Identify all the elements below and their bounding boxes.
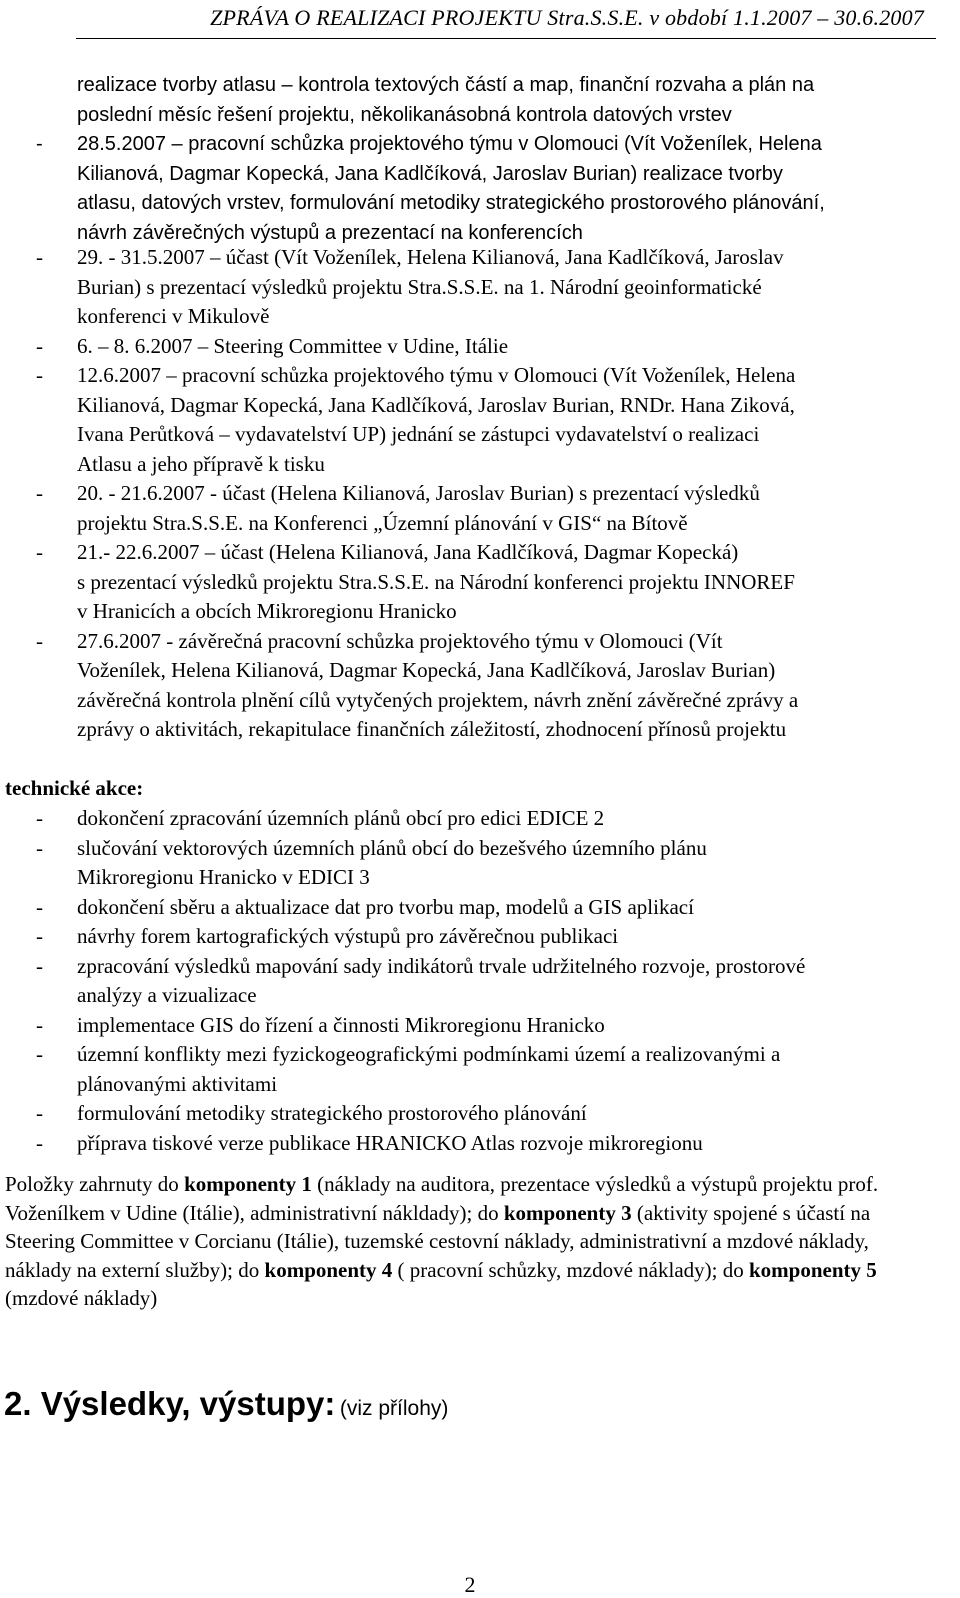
text-line: atlasu, datových vrstev, formulování metodiky strategického prostorového plánování, xyxy=(77,192,825,214)
list-item xyxy=(0,922,960,952)
text-line: slučování vektorových územních plánů obcí do bezešvého územního plánu xyxy=(77,835,707,860)
meetings-list xyxy=(0,71,960,248)
list-item xyxy=(0,130,960,248)
text-line: realizace tvorby atlasu – kontrola textových částí a map, finanční rozvaha a plán na xyxy=(77,74,815,96)
bullet-dash: - xyxy=(36,1042,43,1066)
header-rule xyxy=(76,38,936,39)
list-item-text xyxy=(77,71,932,130)
section-2-title: 2. Výsledky, výstupy: xyxy=(4,1385,336,1422)
list-item-text xyxy=(77,922,932,952)
text-line: 27.6.2007 - závěrečná pracovní schůzka projektového týmu v Olomouci (Vít xyxy=(77,628,723,653)
text-line: 28.5.2007 – pracovní schůzka projektového týmu v Olomouci (Vít Voženílek, Helena xyxy=(77,133,822,155)
text-line: s prezentací výsledků projektu Stra.S.S.E. na Národní konferenci projektu INNOREF xyxy=(77,569,795,594)
list-item xyxy=(0,834,960,893)
text-line: Mikroregionu Hranicko v EDICI 3 xyxy=(77,865,370,889)
events-list xyxy=(0,243,960,745)
bullet-dash: - xyxy=(36,1012,43,1037)
text-line: dokončení zpracování územních plánů obcí pro edici EDICE 2 xyxy=(77,806,605,830)
list-item xyxy=(0,804,960,834)
section-2-heading xyxy=(4,1385,448,1423)
text-line: Burian) s prezentací výsledků projektu Stra.S.S.E. na 1. Národní geoinformatické xyxy=(77,274,762,299)
technical-heading: technické akce: xyxy=(5,776,144,800)
page-header: ZPRÁVA O REALIZACI PROJEKTU Stra.S.S.E. v období 1.1.2007 – 30.6.2007 xyxy=(210,5,924,30)
list-item xyxy=(0,1129,960,1159)
bullet-dash: - xyxy=(36,628,43,653)
text-line: formulování metodiky strategického prostorového plánování xyxy=(77,1101,587,1125)
text-line: Kilianová, Dagmar Kopecká, Jana Kadlčíková, Jaroslav Burian) realizace tvorby xyxy=(77,162,783,185)
bullet-dash: - xyxy=(36,835,43,860)
text-line: poslední měsíc řešení projektu, několikanásobná kontrola datových vrstev xyxy=(77,103,732,126)
text-line: projektu Stra.S.S.E. na Konferenci „Územní plánování v GIS“ na Bítově xyxy=(77,510,688,535)
list-item-text xyxy=(77,1040,932,1099)
bullet-dash: - xyxy=(36,363,43,387)
bullet-dash: - xyxy=(36,1101,43,1125)
list-item-text xyxy=(77,130,932,248)
list-item-text xyxy=(77,479,932,538)
list-item-text xyxy=(77,1129,932,1159)
list-item xyxy=(0,627,960,745)
text-line: Atlasu a jeho přípravě k tisku xyxy=(77,451,325,476)
list-item xyxy=(0,1011,960,1041)
bullet-dash: - xyxy=(36,245,43,269)
component-3: komponenty 3 xyxy=(503,1200,632,1225)
list-item-text xyxy=(77,834,932,893)
bullet-dash: - xyxy=(36,540,43,564)
list-item-text xyxy=(77,893,932,923)
text-line: implementace GIS do řízení a činnosti Mikroregionu Hranicko xyxy=(77,1012,605,1037)
text-line: územní konflikty mezi fyzickogeografickými podmínkami území a realizovanými a xyxy=(77,1042,781,1066)
list-item xyxy=(0,361,960,479)
list-item-text xyxy=(77,243,932,332)
bullet-dash: - xyxy=(36,481,43,505)
text-line: 12.6.2007 – pracovní schůzka projektového týmu v Olomouci (Vít Voženílek, Helena xyxy=(77,363,796,387)
text-line: 20. - 21.6.2007 - účast (Helena Kilianová, Jaroslav Burian) s prezentací výsledků xyxy=(77,481,760,505)
list-item-text xyxy=(77,332,932,362)
list-item-text xyxy=(77,361,932,479)
bullet-dash: - xyxy=(36,133,43,155)
text-line: 6. – 8. 6.2007 – Steering Committee v Udine, Itálie xyxy=(77,333,509,358)
list-item xyxy=(0,243,960,332)
list-item xyxy=(0,71,960,130)
text-line: Ivana Perůtková – vydavatelství UP) jednání se zástupci vydavatelství o realizaci xyxy=(77,422,760,446)
text-line: konferenci v Mikulově xyxy=(77,304,270,328)
list-item xyxy=(0,479,960,538)
page-number: 2 xyxy=(464,1572,476,1597)
bullet-dash: - xyxy=(36,1130,43,1155)
bullet-dash: - xyxy=(36,924,43,948)
text-line: zpracování výsledků mapování sady indikátorů trvale udržitelného rozvoje, prostorové xyxy=(77,953,806,978)
list-item-text xyxy=(77,538,932,627)
bullet-dash: - xyxy=(36,953,43,978)
list-item-text xyxy=(77,1099,932,1129)
list-item xyxy=(0,893,960,923)
list-item-text xyxy=(77,804,932,834)
component-5: komponenty 5 xyxy=(749,1257,877,1282)
text-line: návrhy forem kartografických výstupů pro závěrečnou publikaci xyxy=(77,924,619,948)
list-item xyxy=(0,952,960,1011)
summary-paragraph: Položky zahrnuty do komponenty 1 (náklady na auditora, prezentace výsledků a výstupů projektu prof. Voženílkem v Udine (Itálie), administrativní nákldady); do komponenty 3 (aktivity spojené s účastí na Steering Committee v Corcianu (Itálie), tuzemské cestovní náklady, administrativní a mzdové náklady, náklady na externí služby); do komponenty 4 ( pracovní schůzky, mzdové náklady); do komponenty 5 (mzdové náklady) xyxy=(5,1172,879,1310)
text-line: příprava tiskové verze publikace HRANICKO Atlas rozvoje mikroregionu xyxy=(77,1130,703,1155)
text-line: 21.- 22.6.2007 – účast (Helena Kilianová, Jana Kadlčíková, Dagmar Kopecká) xyxy=(77,540,739,564)
text-line: Voženílek, Helena Kilianová, Dagmar Kopecká, Jana Kadlčíková, Jaroslav Burian) xyxy=(77,658,776,682)
technical-list xyxy=(0,804,960,1158)
list-item-text xyxy=(77,1011,932,1041)
bullet-dash: - xyxy=(36,894,43,919)
list-item-text xyxy=(77,627,932,745)
text-line: v Hranicích a obcích Mikroregionu Hranicko xyxy=(77,599,457,623)
section-2-note: (viz přílohy) xyxy=(339,1397,449,1420)
list-item xyxy=(0,332,960,362)
text-line: Kilianová, Dagmar Kopecká, Jana Kadlčíková, Jaroslav Burian, RNDr. Hana Ziková, xyxy=(77,392,795,417)
text-line: zprávy o aktivitách, rekapitulace finančních záležitostí, zhodnocení přínosů projektu xyxy=(77,717,787,741)
text-line: závěrečná kontrola plnění cílů vytyčených projektem, návrh znění závěrečné zprávy a xyxy=(77,687,799,712)
text-line: návrh závěrečných výstupů a prezentací na konferencích xyxy=(77,221,583,244)
component-4: komponenty 4 xyxy=(264,1257,393,1282)
list-item xyxy=(0,1040,960,1099)
list-item xyxy=(0,538,960,627)
list-item xyxy=(0,1099,960,1129)
bullet-dash: - xyxy=(36,806,43,830)
bullet-dash: - xyxy=(36,333,43,358)
list-item-text xyxy=(77,952,932,1011)
text-line: analýzy a vizualizace xyxy=(77,983,257,1007)
text-line: dokončení sběru a aktualizace dat pro tvorbu map, modelů a GIS aplikací xyxy=(77,894,694,919)
text-line: 29. - 31.5.2007 – účast (Vít Voženílek, Helena Kilianová, Jana Kadlčíková, Jaroslav xyxy=(77,245,784,269)
component-1: komponenty 1 xyxy=(184,1172,312,1196)
text-line: plánovanými aktivitami xyxy=(77,1071,278,1096)
